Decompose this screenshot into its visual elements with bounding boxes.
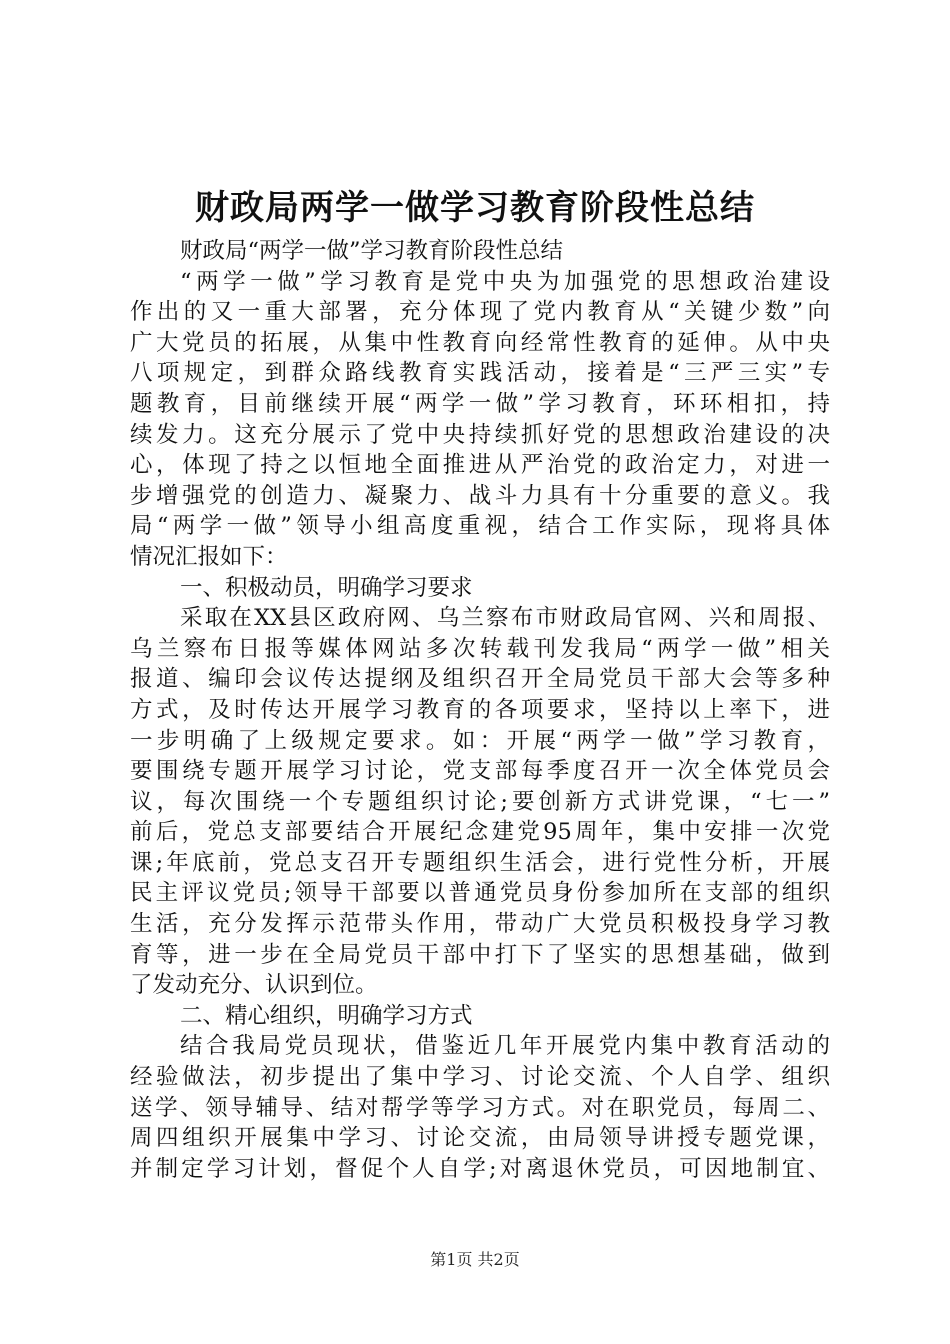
body-line: 议，每次围绕一个专题组织讨论;要创新方式讲党课，“七一” — [130, 788, 830, 815]
body-line: 八项规定，到群众路线教育实践活动，接着是“三严三实”专 — [130, 360, 830, 387]
body-line: 送学、领导辅导、结对帮学等学习方式。对在职党员，每周二、 — [130, 1094, 830, 1121]
body-line: 结合我局党员现状，借鉴近几年开展党内集中教育活动的 — [180, 1033, 830, 1060]
body-line: 采取在XX县区政府网、乌兰察布市财政局官网、兴和周报、 — [180, 605, 830, 632]
body-line: 育等，进一步在全局党员干部中打下了坚实的思想基础，做到 — [130, 941, 830, 968]
body-line: 心，体现了持之以恒地全面推进从严治党的政治定力，对进一 — [130, 452, 830, 479]
body-line: 生活，充分发挥示范带头作用，带动广大党员积极投身学习教 — [130, 911, 830, 938]
body-line: 并制定学习计划，督促个人自学;对离退休党员，可因地制宜、 — [130, 1155, 830, 1182]
body-line: 民主评议党员;领导干部要以普通党员身份参加所在支部的组织 — [130, 880, 830, 907]
document-title: 财政局两学一做学习教育阶段性总结 — [195, 188, 755, 228]
body-line: 课;年底前，党总支召开专题组织生活会，进行党性分析，开展 — [130, 849, 830, 876]
body-line: 情况汇报如下： — [130, 543, 288, 570]
body-line: 周四组织开展集中学习、讨论交流，由局领导讲授专题党课， — [130, 1125, 830, 1152]
body-line: 局“两学一做”领导小组高度重视，结合工作实际，现将具体 — [130, 513, 830, 540]
body-line: 作出的又一重大部署，充分体现了党内教育从“关键少数”向 — [130, 299, 830, 326]
body-line: 题教育，目前继续开展“两学一做”学习教育，环环相扣，持 — [130, 390, 830, 417]
body-line: “两学一做”学习教育是党中央为加强党的思想政治建设 — [180, 268, 830, 295]
body-line: 乌兰察布日报等媒体网站多次转载刊发我局“两学一做”相关 — [130, 635, 830, 662]
body-line: 前后，党总支部要结合开展纪念建党95周年，集中安排一次党 — [130, 819, 830, 846]
page-number-footer: 第1页 共2页 — [430, 1250, 520, 1269]
body-line: 步增强党的创造力、凝聚力、战斗力具有十分重要的意义。我 — [130, 482, 830, 509]
body-line: 报道、编印会议传达提纲及组织召开全局党员干部大会等多种 — [130, 666, 830, 693]
document-body — [130, 236, 830, 1184]
body-line: 一步明确了上级规定要求。如：开展“两学一做”学习教育， — [130, 727, 830, 754]
body-line: 续发力。这充分展示了党中央持续抓好党的思想政治建设的决 — [130, 421, 830, 448]
body-line: 方式，及时传达开展学习教育的各项要求，坚持以上率下，进 — [130, 696, 830, 723]
body-line: 一、积极动员，明确学习要求 — [180, 574, 473, 601]
body-line: 了发动充分、认识到位。 — [130, 972, 378, 999]
body-line: 广大党员的拓展，从集中性教育向经常性教育的延伸。从中央 — [130, 329, 830, 356]
body-line: 二、精心组织，明确学习方式 — [180, 1002, 473, 1029]
body-line: 要围绕专题开展学习讨论，党支部每季度召开一次全体党员会 — [130, 758, 830, 785]
body-line: 财政局“两学一做”学习教育阶段性总结 — [180, 238, 564, 264]
body-line: 经验做法，初步提出了集中学习、讨论交流、个人自学、组织 — [130, 1064, 830, 1091]
